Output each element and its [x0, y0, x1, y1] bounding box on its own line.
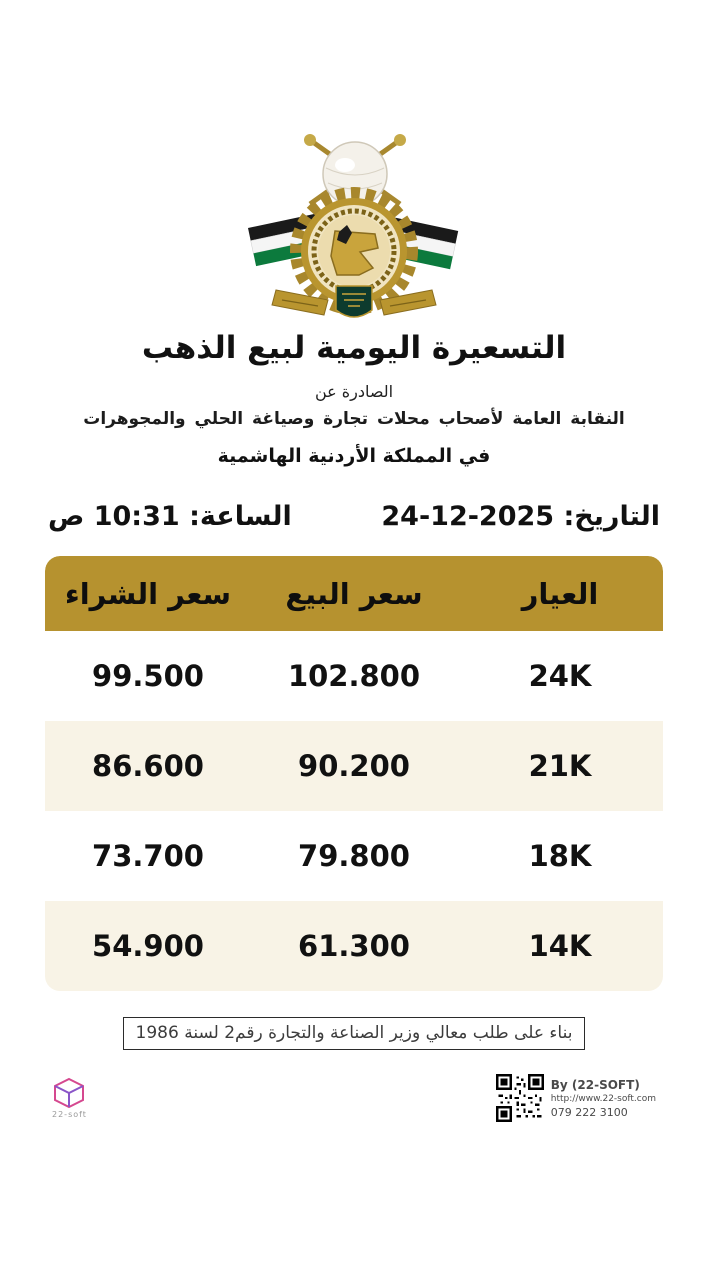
- karat-value: 14K: [528, 929, 592, 963]
- column-header-buy: سعر الشراء: [64, 576, 232, 611]
- time-value: 10:31 ص: [48, 501, 180, 532]
- credit-phone: 079 222 3100: [550, 1105, 628, 1119]
- date-label: التاريخ:: [563, 501, 660, 532]
- country-line: في المملكة الأردنية الهاشمية: [217, 445, 491, 467]
- buy-price: 86.600: [92, 749, 204, 783]
- time-label: الساعة:: [189, 501, 292, 532]
- bottom-bar: [0, 1074, 708, 1122]
- time-field: [48, 501, 292, 532]
- credit-block: [496, 1074, 656, 1122]
- column-header-karat: العيار: [521, 576, 599, 611]
- buy-price: 54.900: [92, 929, 204, 963]
- karat-value: 24K: [528, 659, 592, 693]
- karat-value: 18K: [528, 839, 592, 873]
- shield-icon: [336, 286, 372, 317]
- organization-line: النقابة العامة لأصحاب محلات تجارة وصياغة الحلي والمجوهرات: [83, 409, 625, 429]
- soft-company-logo: [52, 1077, 87, 1119]
- datetime-row: [0, 501, 708, 532]
- gold-price-table: [45, 556, 663, 991]
- buy-price: 73.700: [92, 839, 204, 873]
- legal-note: بناء على طلب معالي وزير الصناعة والتجارة رقم2 لسنة 1986: [123, 1017, 586, 1050]
- page-title: التسعيرة اليومية لبيع الذهب: [141, 330, 567, 366]
- credit-lines: [551, 1078, 656, 1119]
- syndicate-emblem: [238, 128, 470, 324]
- table-row: [45, 901, 663, 991]
- cube-logo-icon: [52, 1077, 86, 1109]
- soft-logo-text: 22-soft: [52, 1110, 87, 1119]
- table-header-row: [45, 556, 663, 631]
- karat-value: 21K: [528, 749, 592, 783]
- column-header-sell: سعر البيع: [285, 576, 423, 611]
- table-row: [45, 811, 663, 901]
- date-field: [381, 501, 660, 532]
- issued-by-line: الصادرة عن: [314, 382, 394, 401]
- date-value: 24-12-2025: [381, 501, 555, 532]
- sell-price: 61.300: [298, 929, 410, 963]
- table-row: [45, 721, 663, 811]
- sell-price: 102.800: [287, 659, 421, 693]
- buy-price: 99.500: [92, 659, 204, 693]
- ribbon-left-icon: [272, 290, 328, 315]
- qr-code-icon: [496, 1074, 544, 1122]
- credit-website: http://www.22-soft.com: [550, 1093, 656, 1104]
- credit-by: By (22-SOFT): [550, 1077, 640, 1092]
- sell-price: 79.800: [298, 839, 410, 873]
- sell-price: 90.200: [298, 749, 410, 783]
- table-row: [45, 631, 663, 721]
